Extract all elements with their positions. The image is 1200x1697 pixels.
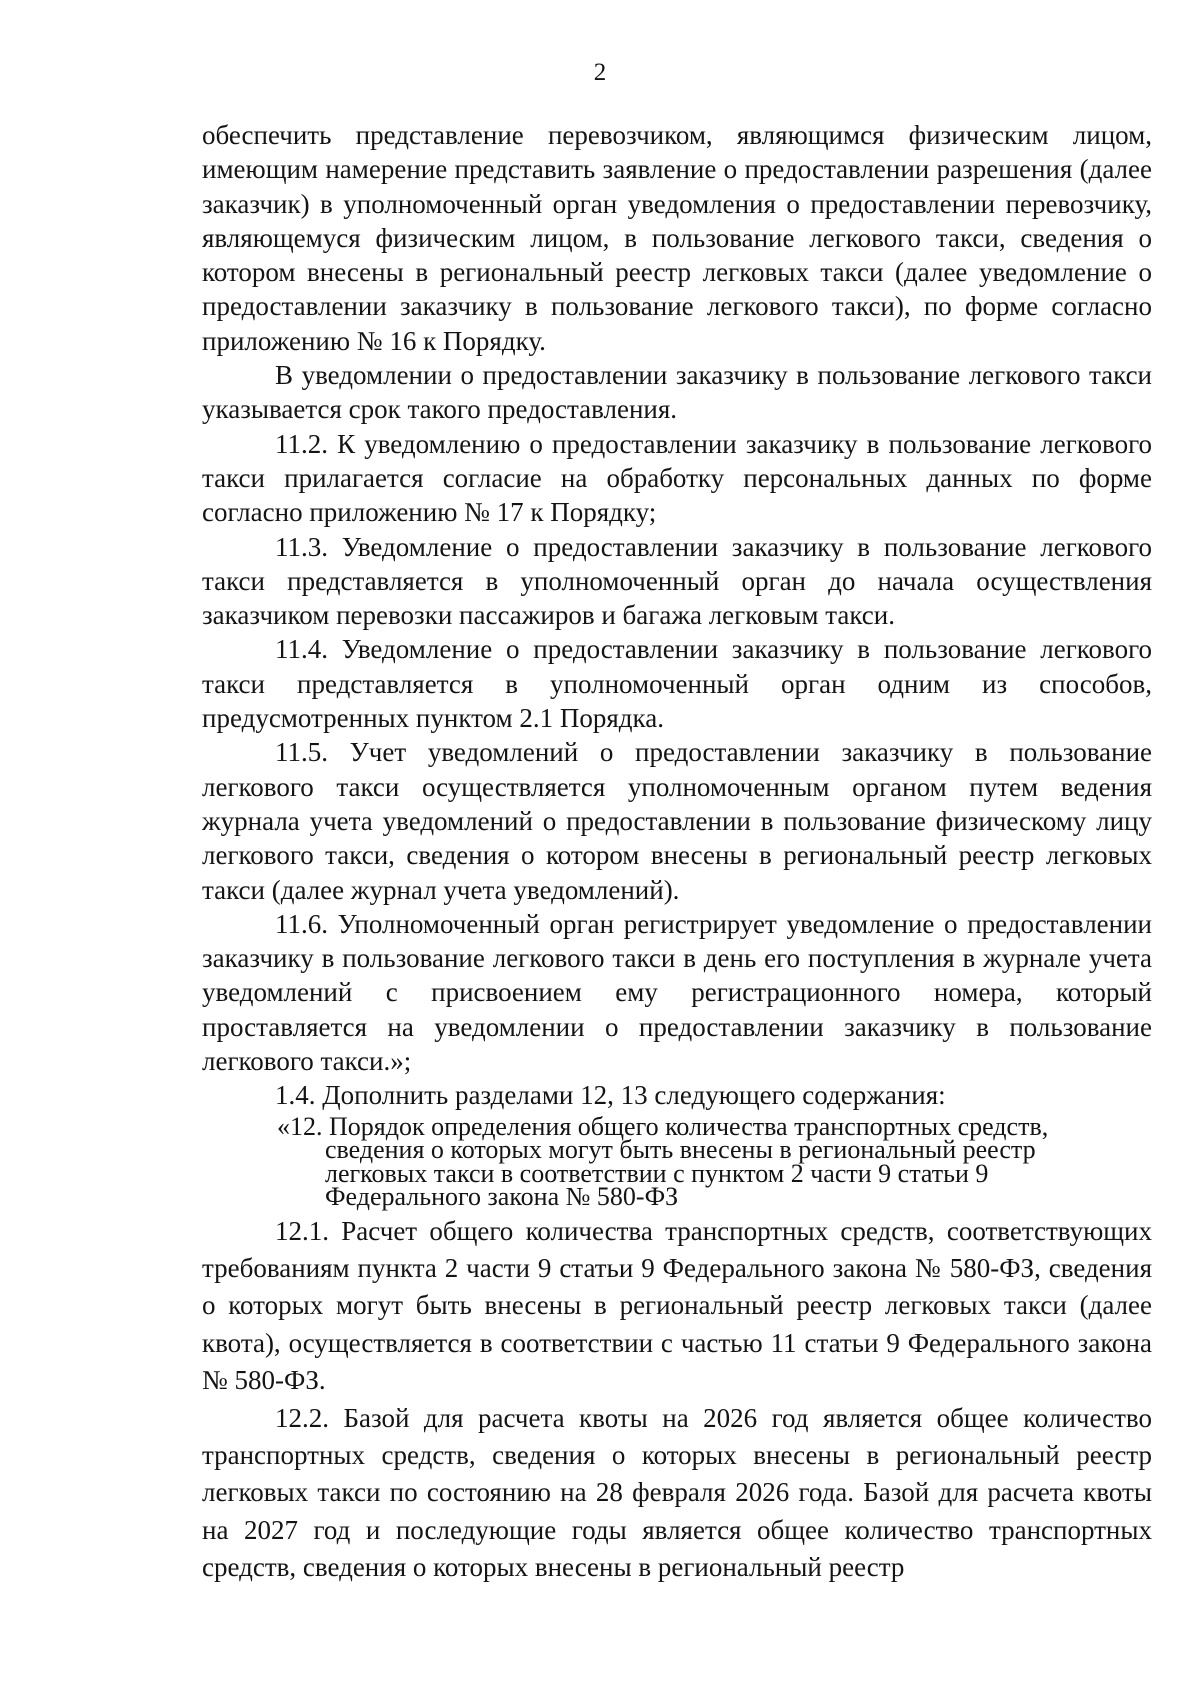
paragraph-1-4: 1.4. Дополнить разделами 12, 13 следующего содержания: <box>275 1080 946 1111</box>
document-body <box>202 118 1152 1587</box>
paragraph-12-1: 12.1. Расчет общего количества транспортных средств, соответствующих требованиям пункта 2 части 9 статьи 9 Федерального закона № 580-ФЗ, сведения о которых могут быть внесены в региональный реестр легковых такси (далее квота), осуществляется в соответствии с частью 11 статьи 9 Федерального закона № 580-ФЗ. <box>202 1215 1152 1396</box>
paragraph-11-4: 11.4. Уведомление о предоставлении заказчику в пользование легкового такси представляется в уполномоченный орган одним из способов, предусмотренных пунктом 2.1 Порядка. <box>202 634 1152 734</box>
section-12-body <box>202 1213 1152 1587</box>
paragraph-11-5: 11.5. Учет уведомлений о предоставлении заказчику в пользование легкового такси осуществляется уполномоченным органом путем ведения журнала учета уведомлений о предоставлении в пользование физическому лицу легкового такси, сведения о котором внесены в региональный реестр легковых такси (далее журнал учета уведомлений). <box>202 737 1152 905</box>
paragraph-11-6: 11.6. Уполномоченный орган регистрирует уведомление о предоставлении заказчику в пользование легкового такси в день его поступления в журнале учета уведомлений с присвоением ему регистрационного номера, который проставляется на уведомлении о предоставлении заказчику в пользование легкового такси.»; <box>202 908 1152 1077</box>
paragraph-12-2: 12.2. Базой для расчета квоты на 2026 год является общее количество транспортных средств, сведения о которых внесены в региональный реестр легковых такси по состоянию на 28 февраля 2026 года. Базой для расчета квоты на 2027 год и последующие годы является общее количество транспортных средств, сведения о которых внесены в региональный реестр <box>202 1402 1152 1583</box>
section-12-heading: «12. Порядок определения общего количества транспортных средств, сведения о которых могут быть внесены в региональный реестр легковых такси в соответствии с пунктом 2 части 9 статьи 9 Федерального закона № 580-ФЗ <box>277 1111 1049 1212</box>
paragraph-11-2: 11.2. К уведомлению о предоставлении заказчику в пользование легкового такси прилагается согласие на обработку персональных данных по форме согласно приложению № 17 к Порядку; <box>202 428 1152 528</box>
paragraph: В уведомлении о предоставлении заказчику в пользование легкового такси указывается срок такого предоставления. <box>202 360 1152 425</box>
paragraph-continuation: обеспечить представление перевозчиком, являющимся физическим лицом, имеющим намерение представить заявление о предоставлении разрешения (далее заказчик) в уполномоченный орган уведомления о предоставлении перевозчику, являющемуся физическим лицом, в пользование легкового такси, сведения о котором внесены в региональный реестр легковых такси (далее уведомление о предоставлении заказчику в пользование легкового такси), по форме согласно приложению № 16 к Порядку. <box>202 120 1152 356</box>
paragraph-11-3: 11.3. Уведомление о предоставлении заказчику в пользование легкового такси представляется в уполномоченный орган до начала осуществления заказчиком перевозки пассажиров и багажа легковым такси. <box>202 531 1152 631</box>
page-number: 2 <box>593 59 607 86</box>
